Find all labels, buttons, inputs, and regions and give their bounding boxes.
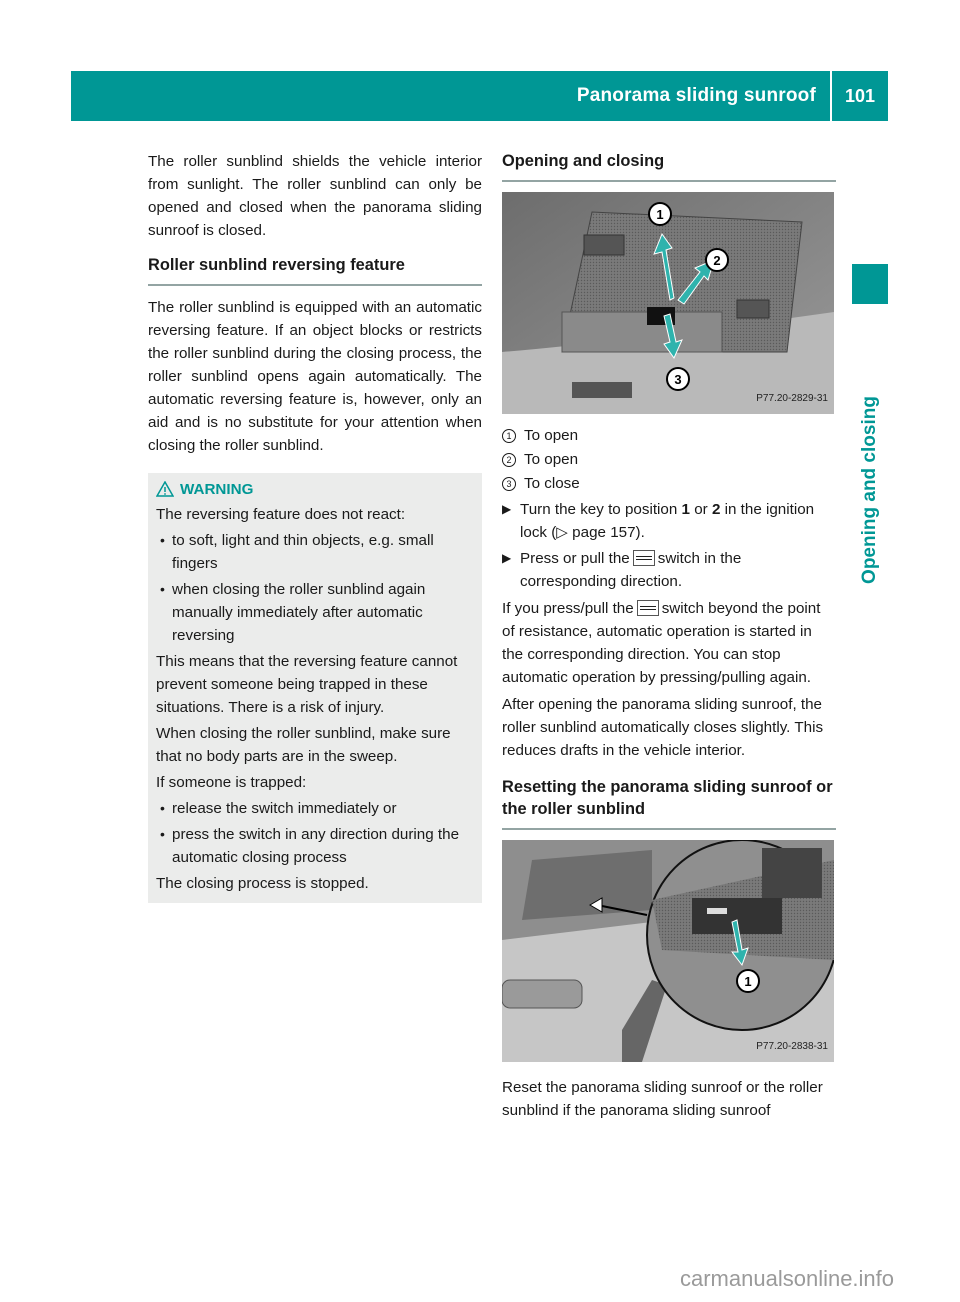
sunblind-switch-icon xyxy=(637,600,659,616)
callout-1 xyxy=(737,970,759,992)
warning-intro: The reversing feature does not react: xyxy=(156,506,406,523)
list-item: • to soft, light and thin objects, e.g. small fingers xyxy=(156,529,474,575)
overhead-panel-illustration xyxy=(502,192,834,414)
legend-label: To close xyxy=(524,475,580,492)
section-heading-resetting: Resetting the panorama sliding sunroof or the roller sunblind xyxy=(502,776,836,830)
section-title: Panorama sliding sunroof xyxy=(576,85,816,106)
callout-number: 1 xyxy=(502,429,516,443)
callout-3 xyxy=(667,368,689,390)
chapter-tab-marker xyxy=(852,264,888,304)
reset-switch-illustration xyxy=(502,840,834,1062)
auto-operation-paragraph: If you press/pull the switch beyond the point of resistance, automatic operation is started in the corresponding direction. You can stop automatic operation by pressing/pulling again. xyxy=(502,600,821,686)
warning-paragraph: When closing the roller sunblind, make sure that no body parts are in the sweep. xyxy=(156,725,451,765)
right-column xyxy=(502,150,836,1122)
instruction-step: ▶ Press or pull the switch in the corresponding direction. xyxy=(502,547,836,593)
sunblind-switch-icon xyxy=(633,550,655,566)
instruction-step: ▶ Turn the key to position 1 or 2 in the ignition lock (▷ page 157). xyxy=(502,498,836,544)
watermark: carmanualsonline.info xyxy=(680,1266,895,1291)
warning-title: WARNING xyxy=(180,480,254,498)
callout-2 xyxy=(706,249,728,271)
warning-triangle-icon xyxy=(156,481,174,497)
figure-code: P77.20-2829-31 xyxy=(756,393,828,404)
callout-number: 2 xyxy=(502,453,516,467)
svg-text:1: 1 xyxy=(656,207,664,222)
list-item: • press the switch in any direction during the automatic closing process xyxy=(156,823,474,869)
left-column xyxy=(148,150,482,903)
header-bar xyxy=(71,71,830,121)
warning-header xyxy=(156,477,474,501)
reset-paragraph: Reset the panorama sliding sunroof or the roller sunblind if the panorama sliding sunroof xyxy=(502,1079,823,1119)
drafts-paragraph: After opening the panorama sliding sunroof, the roller sunblind automatically closes slightly. This reduces drafts in the vehicle interior. xyxy=(502,696,824,759)
warning-paragraph: This means that the reversing feature cannot prevent someone being trapped in these situations. There is a risk of injury. xyxy=(156,653,458,716)
step-arrow-icon: ▶ xyxy=(502,502,512,516)
warning-paragraph: If someone is trapped: xyxy=(156,774,307,791)
chapter-tab-label: Opening and closing xyxy=(859,396,880,584)
legend-label: To open xyxy=(524,451,579,468)
reversing-paragraph: The roller sunblind is equipped with an automatic reversing feature. If an object blocks or restricts the roller sunblind during the closing process, the roller sunblind opens again automatically. The automatic reversing feature is, however, only an aid and is no substitute for your attention when closing the roller sunblind. xyxy=(148,299,482,454)
svg-text:3: 3 xyxy=(674,372,682,387)
warning-box xyxy=(148,473,482,903)
figure-overhead-control-panel xyxy=(502,192,834,414)
callout-1 xyxy=(649,203,671,225)
list-item: • when closing the roller sunblind again manually immediately after automatic reversing xyxy=(156,578,474,647)
warning-paragraph: The closing process is stopped. xyxy=(156,875,369,892)
section-heading-reversing: Roller sunblind reversing feature xyxy=(148,254,482,286)
legend-label: To open xyxy=(524,427,579,444)
page-number: 101 xyxy=(844,86,876,106)
warning-list-1 xyxy=(156,529,474,647)
page-number-box xyxy=(832,71,888,121)
figure-reset-switch xyxy=(502,840,834,1062)
list-item: • release the switch immediately or xyxy=(156,797,474,820)
step-arrow-icon: ▶ xyxy=(502,551,512,565)
legend-item xyxy=(502,472,836,495)
intro-paragraph: The roller sunblind shields the vehicle interior from sunlight. The roller sunblind can only be opened and closed when the panorama sliding sunroof is closed. xyxy=(148,153,482,239)
warning-list-2 xyxy=(156,797,474,869)
svg-text:2: 2 xyxy=(713,253,721,268)
svg-text:1: 1 xyxy=(744,974,752,989)
callout-number: 3 xyxy=(502,477,516,491)
legend-item xyxy=(502,448,836,471)
legend-item xyxy=(502,424,836,447)
figure-code: P77.20-2838-31 xyxy=(756,1041,828,1052)
section-heading-opening: Opening and closing xyxy=(502,150,836,182)
